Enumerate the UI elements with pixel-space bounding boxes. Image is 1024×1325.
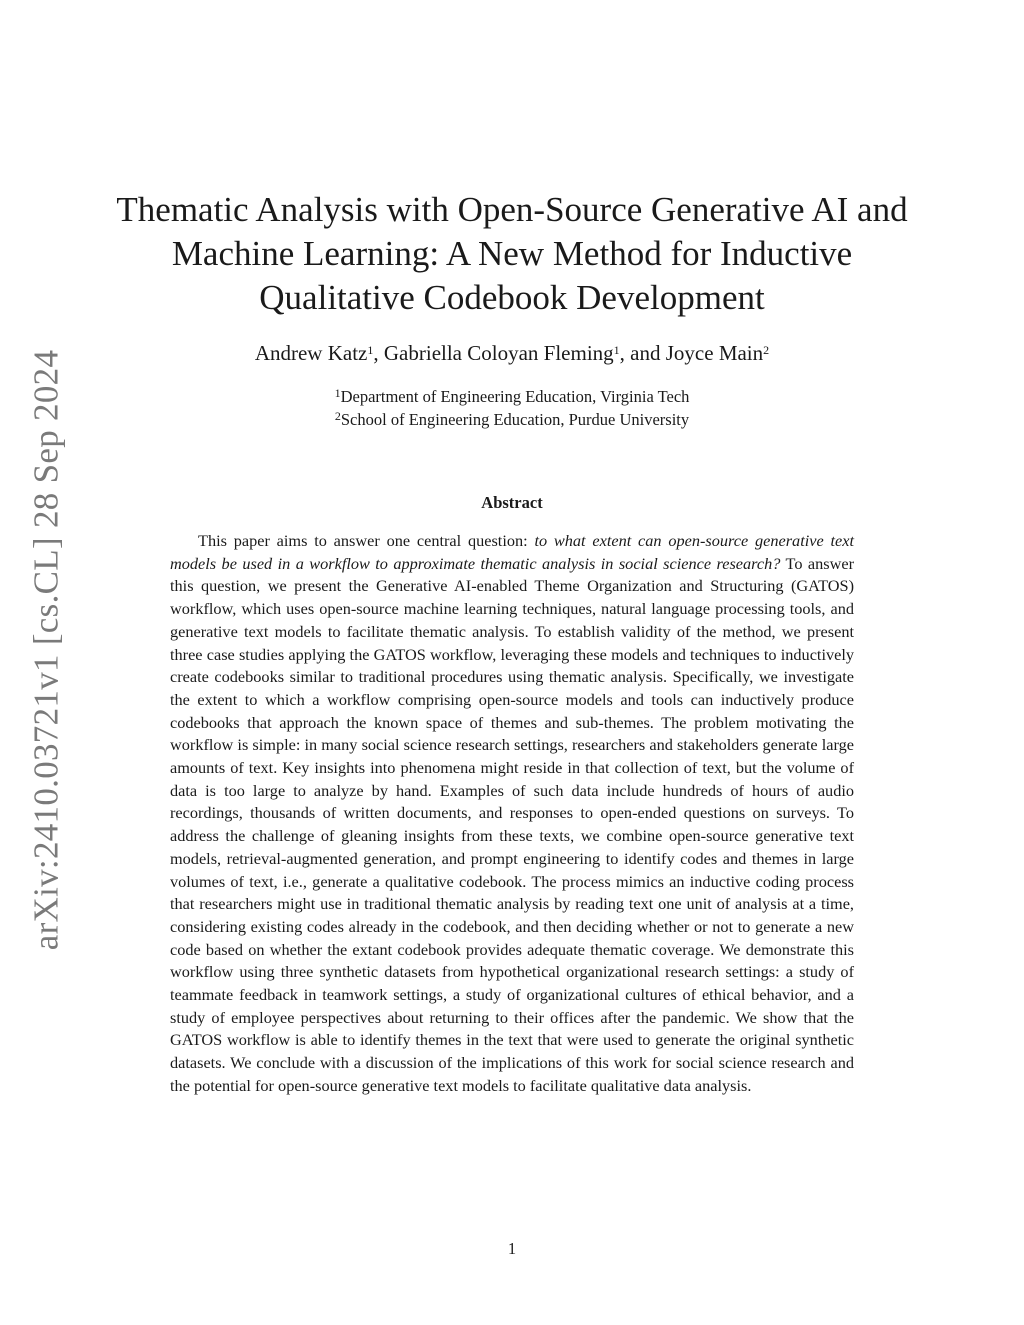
affiliation-mark: 2 [334, 409, 341, 423]
author-separator: , and [619, 341, 666, 365]
author-separator: , [373, 341, 384, 365]
author-name: Gabriella Coloyan Fleming [383, 341, 614, 365]
paper-title [100, 188, 924, 320]
abstract-text [170, 530, 854, 1098]
author-affiliation-mark: 1 [367, 343, 374, 357]
affiliation-line [100, 385, 924, 408]
abstract-research-question: to what extent can open-source generative text models be used in a workflow to approximate thematic analysis in social science research? [170, 531, 854, 573]
page-number: 1 [507, 1239, 517, 1258]
arxiv-identifier-text: arXiv:2410.03721v1 [cs.CL] 28 Sep 2024 [26, 349, 66, 951]
title-line: Qualitative Codebook Development [259, 278, 765, 317]
affiliation-line [100, 408, 924, 431]
affiliation-text: School of Engineering Education, Purdue University [340, 410, 690, 429]
abstract-lead: This paper aims to answer one central question: [198, 531, 535, 550]
author-name: Andrew Katz [254, 341, 368, 365]
author-affiliation-mark: 1 [613, 343, 620, 357]
title-line: Machine Learning: A New Method for Inductive [171, 234, 853, 273]
abstract-body: To answer this question, we present the Generative AI-enabled Theme Organization and Structuring (GATOS) workflow, which uses open-source machine learning techniques, natural language processing tools, and generative text models to facilitate thematic analysis. To establish validity of the method, we present three case studies applying the GATOS workflow, leveraging these models and techniques to inductively create codebooks similar to traditional procedures using thematic analysis. Specifically, we investigate the extent to which a workflow comprising open-source models and tools can inductively produce codebooks that approach the known space of themes and sub-themes. The problem motivating the workflow is simple: in many social science research settings, researchers and stakeholders generate large amounts of text. Key insights into phenomena might reside in that collection of text, but the volume of data is too large to analyze by hand. Examples of such data include hundreds of hours of audio recordings, thousands of written documents, and responses to open-ended questions on surveys. To address the challenge of gleaning insights from these texts, we combine open-source generative text models, retrieval-augmented generation, and prompt engineering to identify codes and themes in large volumes of text, i.e., generate a qualitative codebook. The process mimics an inductive coding process that researchers might use in traditional thematic analysis by reading text one unit of analysis at a time, considering existing codes already in the codebook, and then deciding whether or not to generate a new code based on whether the extant codebook provides adequate thematic coverage. We demonstrate this workflow using three synthetic datasets from hypothetical organizational research settings: a study of teammate feedback in teamwork settings, a study of organizational cultures of ethical behavior, and a study of employee perspectives about returning to their offices after the pandemic. We show that the GATOS workflow is able to identify themes in the text that were used to generate the original synthetic datasets. We conclude with a discussion of the implications of this work for social science research and the potential for open-source generative text models to facilitate qualitative data analysis. [170, 553, 854, 1095]
title-line: Thematic Analysis with Open-Source Generative AI and [116, 190, 908, 229]
arxiv-identifier-stamp [22, 349, 70, 951]
author-list [100, 338, 924, 368]
affiliation-mark: 1 [334, 386, 341, 400]
abstract-heading: Abstract [481, 493, 543, 512]
author-name: Joyce Main [665, 341, 764, 365]
affiliation-text: Department of Engineering Education, Virginia Tech [340, 387, 690, 406]
author-affiliation-mark: 2 [763, 343, 770, 357]
affiliation-list [100, 385, 924, 431]
